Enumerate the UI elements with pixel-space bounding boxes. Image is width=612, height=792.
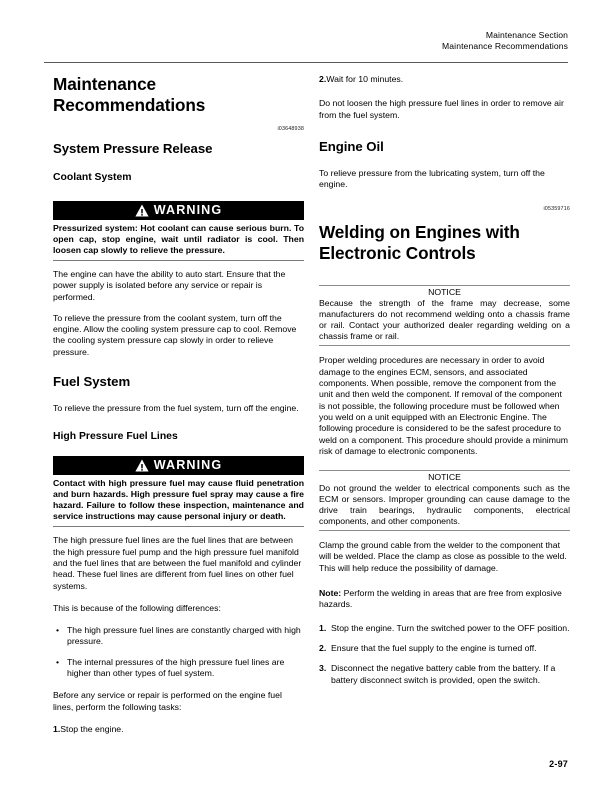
heading-fuel-system: Fuel System [53, 374, 131, 390]
warning-box-fuel [53, 456, 304, 527]
step-text: Wait for 10 minutes. [326, 74, 404, 84]
step-number: 3. [319, 663, 327, 674]
step-text: Disconnect the negative battery cable from the battery. If a battery disconnect switch is provided, open the switch. [331, 663, 556, 685]
header-subsection-title: Maintenance Recommendations [442, 41, 568, 52]
paragraph-fuel-lines-description: The high pressure fuel lines are the fuel lines that are between the high pressure fuel pump and the high pressure fuel manifold and the fuel lines that are between the fuel manifold and cylinder head. These fuel lines are different from fuel lines on other fuel systems. [53, 535, 302, 591]
paragraph-relieve-fuel: To relieve the pressure from the fuel system, turn off the engine. [53, 403, 299, 414]
paragraph-auto-start: The engine can have the ability to auto start. Ensure that the power supply is isolated before any service or repair is performed. [53, 269, 286, 302]
page-title: Maintenance Recommendations [53, 74, 206, 115]
paragraph-clamp-ground: Clamp the ground cable from the welder to the component that will be welded. Place the clamp as close as possible to the weld. This will help reduce the possibility of damage. [319, 540, 567, 573]
bullet-marker: • [56, 625, 60, 636]
notice-label: NOTICE [428, 287, 461, 298]
notice-box-grounding [319, 470, 570, 531]
step-text: Stop the engine. Turn the switched power to the OFF position. [331, 622, 570, 633]
bullet-marker: • [56, 656, 60, 667]
heading-welding-on-engines: Welding on Engines with Electronic Controls [319, 222, 520, 263]
notice-text-grounding: Do not ground the welder to electrical components such as the ECM or sensors. Improper grounding can cause damage to the drive train bearings, hydraulic components, electrical components, and other components. [319, 483, 570, 527]
heading-high-pressure-fuel-lines: High Pressure Fuel Lines [53, 431, 178, 443]
header-divider [44, 62, 568, 63]
numbered-step-2 [319, 74, 570, 85]
paragraph-before-service: Before any service or repair is performed on the engine fuel lines, perform the following tasks: [53, 690, 282, 712]
step-number: 1. [319, 622, 327, 633]
left-column [53, 74, 304, 735]
running-header [44, 30, 568, 53]
numbered-step [319, 623, 570, 634]
document-id-1: i03648938 [277, 126, 304, 132]
warning-header-bar [53, 201, 304, 220]
paragraph-differences-intro: This is because of the following differences: [53, 602, 221, 613]
heading-engine-oil: Engine Oil [319, 138, 384, 154]
warning-box-coolant [53, 201, 304, 261]
notice-text-frame-strength: Because the strength of the frame may decrease, some manufacturers do not recommend welding onto a chassis frame or rail. Contact your authorized dealer regarding welding on a chassis frame or rail. [319, 298, 570, 342]
step-number: 2. [319, 642, 327, 653]
notice-box-frame-strength [319, 285, 570, 346]
note-explosive-hazards [319, 588, 570, 611]
warning-label: WARNING [153, 458, 223, 473]
step-number: 2. [319, 74, 327, 84]
right-column [319, 74, 570, 686]
warning-label: WARNING [153, 203, 223, 217]
header-section-title: Maintenance Section [485, 30, 568, 40]
bullet-text: The internal pressures of the high pressure fuel lines are higher than other types of fuel system. [67, 656, 285, 679]
warning-text-fuel: Contact with high pressure fuel may cause fluid penetration and burn hazards. High pressure fuel spray may cause a fire hazard. Failure to follow these inspection, maintenance and service instructions may cause personal injury or death. [53, 478, 304, 522]
list-item [53, 625, 304, 648]
heading-coolant-system: Coolant System [53, 172, 132, 183]
warning-text-coolant: Pressurized system: Hot coolant can cause serious burn. To open cap, stop engine, wait until radiator is cool. Then loosen cap slowly to relieve the pressure. [53, 223, 304, 255]
page-footer: 2-97 [549, 759, 568, 769]
notice-label: NOTICE [428, 472, 461, 483]
step-text: Ensure that the fuel supply to the engine is turned off. [331, 642, 537, 653]
numbered-step [319, 663, 570, 686]
paragraph-relieve-lubricating: To relieve pressure from the lubricating system, turn off the engine. [319, 167, 545, 190]
heading-system-pressure-release: System Pressure Release [53, 141, 213, 156]
list-item [53, 657, 304, 680]
numbered-step-1 [53, 724, 304, 735]
paragraph-proper-welding: Proper welding procedures are necessary in order to avoid damage to the engines ECM, sensors, and associated components. When possible, remove the component from the unit and then weld the component. If removal of the component is not possible, the following procedure must be followed when you weld on a unit equipped with an Electronic Engine. The following procedure is considered to be the safest procedure to weld on a component. This procedure should provide a minimum risk of damage to electronic components. [319, 355, 569, 456]
numbered-step [319, 643, 570, 654]
paragraph-relieve-coolant: To relieve the pressure from the coolant system, turn off the engine. Allow the cooling system pressure cap to cool. Remove the cooling system pressure cap slowly in order to relieve pressure. [53, 312, 297, 357]
warning-header-bar-2 [53, 456, 304, 475]
warning-triangle-icon [135, 204, 149, 217]
step-text: Stop the engine. [60, 723, 124, 734]
note-text: Perform the welding in areas that are free from explosive hazards. [319, 588, 562, 610]
document-id-2: i05359716 [543, 206, 570, 213]
paragraph-do-not-loosen: Do not loosen the high pressure fuel lines in order to remove air from the fuel system. [319, 98, 564, 120]
step-number: 1. [53, 723, 61, 734]
note-label: Note: [319, 588, 342, 599]
bullet-text: The high pressure fuel lines are constantly charged with high pressure. [67, 625, 301, 647]
warning-triangle-icon [135, 459, 149, 472]
